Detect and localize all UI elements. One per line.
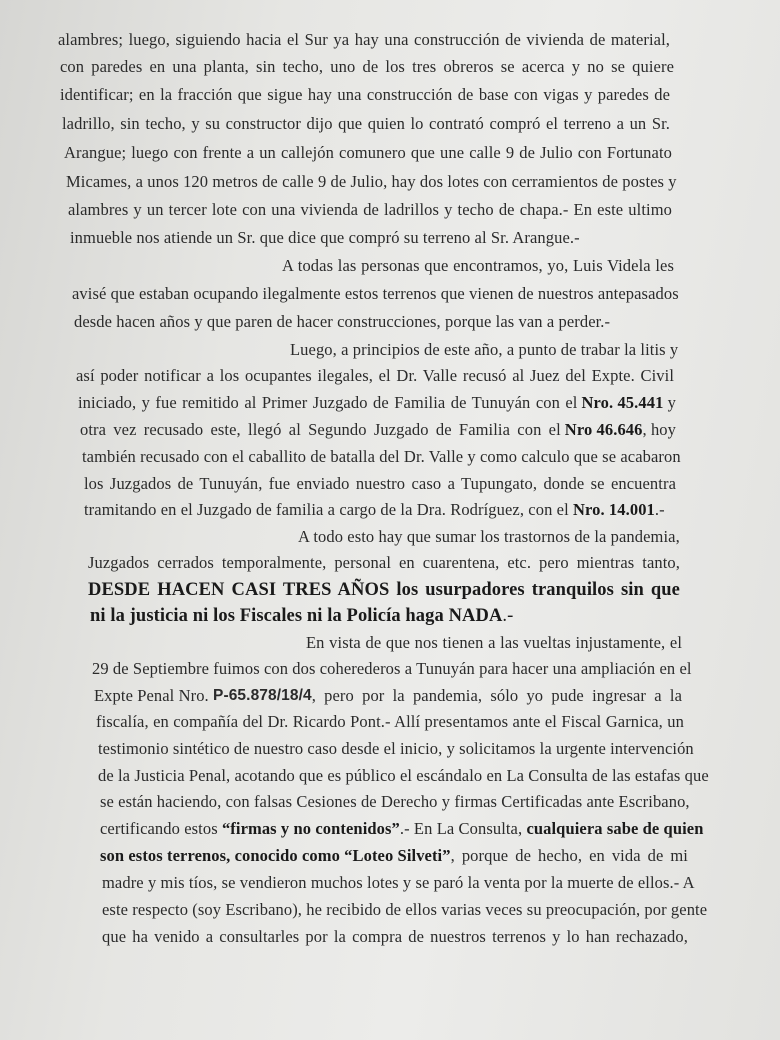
text-line: A todas las personas que encontramos, yo, Luis Videla les [282,256,674,275]
text-segment: iniciado, y fue remitido al Primer Juzgado de Familia de Tunuyán con el [78,393,578,412]
text-line: los Juzgados de Tunuyán, fue enviado nuestro caso a Tupungato, donde se encuentra [84,474,676,493]
text-line: 29 de Septiembre fuimos con dos coherederos a Tunuyán para hacer una ampliación en el [92,659,692,678]
text-line: identificar; en la fracción que sigue hay una construcción de base con vigas y paredes de [60,85,670,104]
text-line [80,420,676,440]
text-line: testimonio sintético de nuestro caso desde el inicio, y solicitamos la urgente intervención [98,739,694,758]
text-segment: tramitando en el Juzgado de familia a cargo de la Dra. Rodríguez, con el [84,500,573,519]
text-line: así poder notificar a los ocupantes ilegales, el Dr. Valle recusó al Juez del Expte. Civil [76,366,674,385]
text-line: alambres y un tercer lote con una vivienda de ladrillos y techo de chapa.- En este ultimo [68,200,672,219]
text-line: En vista de que nos tienen a las vueltas injustamente, el [306,633,682,652]
text-segment: otra vez recusado este, llegó al Segundo Juzgado de Familia con el [80,420,561,439]
text-line: que ha venido a consultarles por la compra de nuestros terrenos y lo han rechazado, [102,927,688,946]
text-line [100,819,704,839]
text-line [78,393,676,413]
text-line: ladrillo, sin techo, y su constructor dijo que quien lo contrató compró el terreno a un Sr. [62,114,670,133]
expediente-number: Nro 46.646 [564,420,643,439]
text-line: de la Justicia Penal, acotando que es público el escándalo en La Consulta de las estafas que [98,766,709,785]
expediente-number: Nro. 14.001 [572,500,655,519]
text-line: inmueble nos atiende un Sr. que dice que compró su terreno al Sr. Arangue.- [70,228,580,247]
text-segment: , pero por la pandemia, sólo yo pude ingresar a la [311,686,682,705]
text-segment: .- En La Consulta, [399,819,527,838]
text-segment: .- [502,606,514,626]
text-line: Arangue; luego con frente a un callejón comunero que une calle 9 de Julio con Fortunato [64,143,672,162]
text-segment: certificando estos [100,819,222,838]
text-line: avisé que estaban ocupando ilegalmente estos terrenos que vienen de nuestros antepasados [72,284,679,303]
text-line [94,686,682,706]
text-line: alambres; luego, siguiendo hacia el Sur ya hay una construcción de vivienda de material, [58,30,670,49]
text-line: Luego, a principios de este año, a punto de trabar la litis y [290,340,679,359]
emphasis-segment: cualquiera sabe de quien [526,819,704,838]
text-line: madre y mis tíos, se vendieron muchos lotes y se paró la venta por la muerte de ellos.- A [102,873,695,892]
text-line [84,500,665,520]
expediente-number: Nro. 45.441 [581,393,664,412]
text-line: A todo esto hay que sumar los trastornos de la pandemia, [298,527,680,546]
emphasis-line [90,606,513,626]
text-segment: .- [654,500,665,519]
text-line: este respecto (soy Escribano), he recibido de ellos varias veces su preocupación, por gente [102,900,708,919]
text-line: desde hacen años y que paren de hacer construcciones, porque las van a perder.- [74,312,611,331]
text-line: también recusado con el caballito de batalla del Dr. Valle y como calculo que se acabaron [82,447,681,466]
text-segment: , porque de hecho, en vida de mi [450,846,688,865]
text-line: fiscalía, en compañía del Dr. Ricardo Pont.- Allí presentamos ante el Fiscal Garnica, un [96,712,684,731]
emphasis-segment: “firmas y no contenidos” [221,819,400,838]
emphasis-line: DESDE HACEN CASI TRES AÑOS los usurpadores tranquilos sin que [88,580,680,600]
emphasis-segment: son estos terrenos, conocido como “Loteo Silveti” [100,846,451,865]
text-segment: , hoy [642,420,676,439]
text-segment: y [663,393,676,412]
text-line [100,846,688,866]
text-segment: Expte Penal Nro. [94,686,214,705]
text-segment: ni la justicia ni los Fiscales ni la Policía haga NADA [90,606,503,626]
text-line: se están haciendo, con falsas Cesiones de Derecho y firmas Certificadas ante Escribano, [100,792,690,811]
expediente-number: P-65.878/18/4 [213,687,312,704]
text-line: Juzgados cerrados temporalmente, personal en cuarentena, etc. pero mientras tanto, [88,553,680,572]
text-line: con paredes en una planta, sin techo, uno de los tres obreros se acerca y no se quiere [60,57,674,76]
text-line: Micames, a unos 120 metros de calle 9 de Julio, hay dos lotes con cerramientos de postes y [66,172,677,191]
